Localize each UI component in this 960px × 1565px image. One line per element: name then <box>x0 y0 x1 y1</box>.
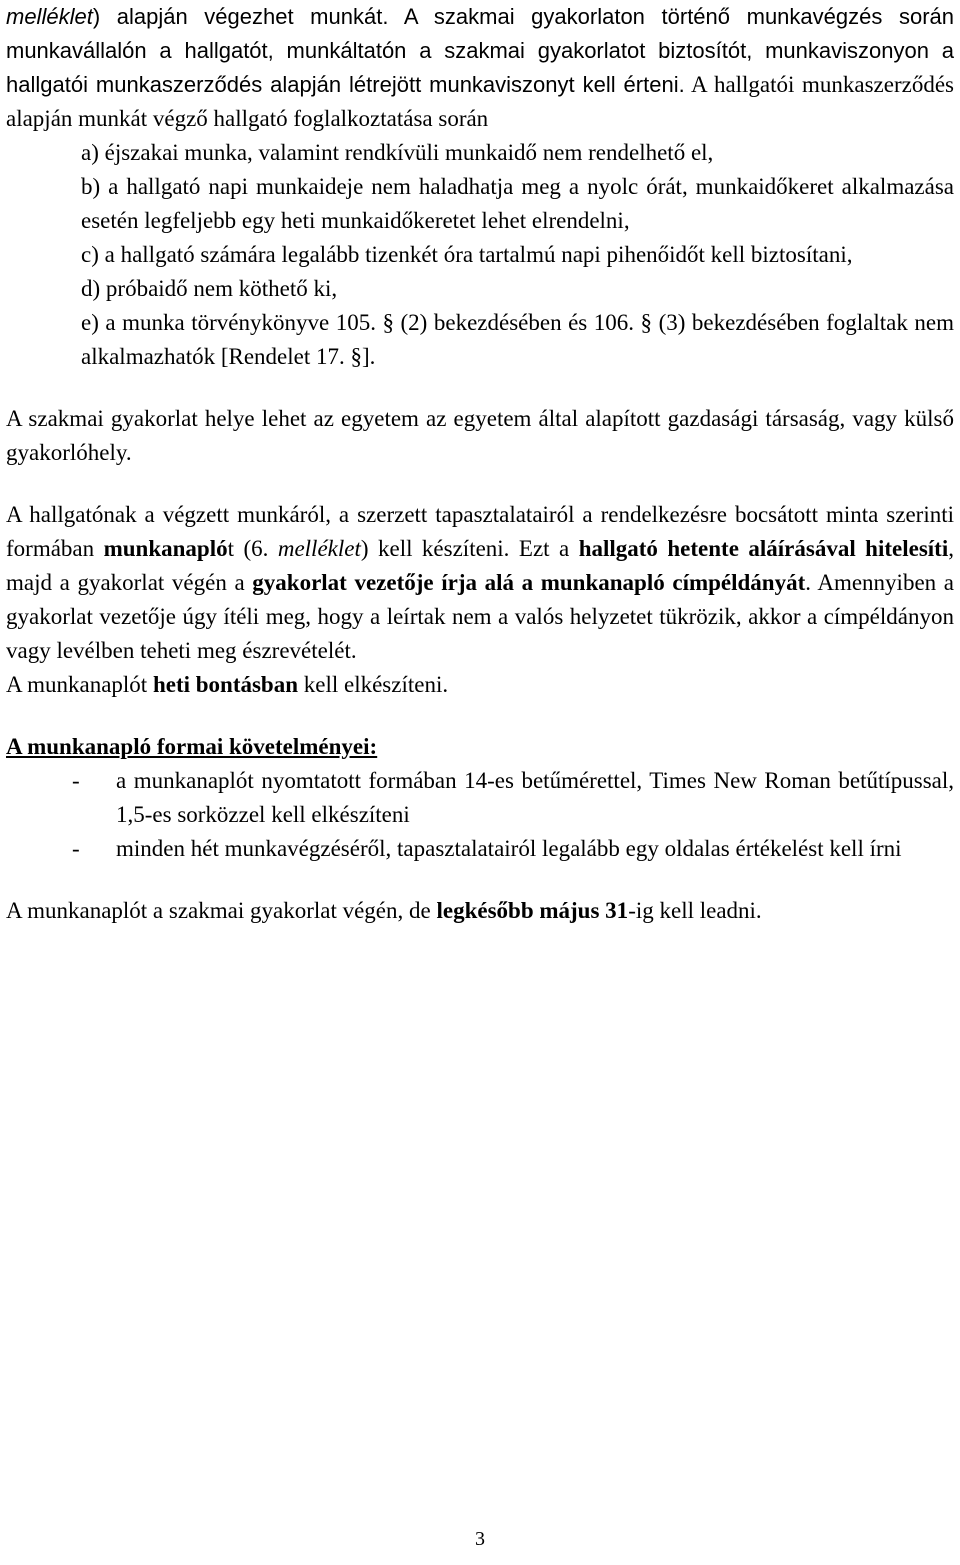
dash-bullet: - <box>72 836 80 861</box>
page-number: 3 <box>475 1528 485 1550</box>
spacer <box>6 470 954 498</box>
list-item <box>72 832 954 866</box>
list-item: b) a hallgató napi munkaideje nem haladhatja meg a nyolc órát, munkaidőkeret alkalmazása esetén legfeljebb egy heti munkaidőkeretet lehet elrendelni, <box>81 174 954 233</box>
worklog-bold: munkanapló <box>103 536 228 561</box>
weekly-bold: heti bontásban <box>152 672 299 697</box>
weekly-text: A munkanaplót <box>6 672 153 697</box>
weekly-paragraph <box>6 668 954 702</box>
intro-paragraph <box>6 0 954 136</box>
intro-sentence-1: ) alapján végezhet munkát. A szakmai gyakorlaton történő munkavégzés során munkavállalón a hallgatót, munkáltatón a szakmai gyakorlatot biztosítót, munkaviszonyon a hallgatói munkaszerződés alapján létrejött munkaviszonyt kell érteni. <box>6 4 954 97</box>
list-item-text: a munkanaplót nyomtatott formában 14-es betűmérettel, Times New Roman betűtípussal, 1,5-es sorközzel kell elkészíteni <box>116 768 954 827</box>
annex-ref-italic: melléklet <box>6 4 93 29</box>
list-item-text: minden hét munkavégzéséről, tapasztalatairól legalább egy oldalas értékelést kell írni <box>116 836 902 861</box>
worklog-text: A hallgatónak a végzett munkáról, a szerzett tapasztalatairól a rendelkezésre bocsátott minta szerinti formában <box>6 502 954 561</box>
annex-ref-italic: melléklet <box>277 536 361 561</box>
document-page <box>6 0 954 928</box>
deadline-bold: legkésőbb május 31 <box>436 898 629 923</box>
spacer <box>6 866 954 894</box>
section-heading: A munkanapló formai követelményei: <box>6 734 378 759</box>
worklog-paragraph <box>6 498 954 668</box>
list-item: e) a munka törvénykönyve 105. § (2) bekezdésében és 106. § (3) bekezdésében foglaltak nem alkalmazhatók [Rendelet 17. §]. <box>81 310 954 369</box>
intro-sentence-2: A hallgatói munkaszerződés alapján munkát végző hallgató foglalkoztatása során <box>6 72 955 131</box>
worklog-text: . Amennyiben a gyakorlat vezetője úgy ítéli meg, hogy a leírtak nem a valós helyzetet tükrözik, akkor a címpéldányon vagy levélben teheti meg észrevételét. <box>6 570 954 663</box>
deadline-text: -ig kell leadni. <box>628 898 762 923</box>
worklog-text: ) kell készíteni. Ezt a <box>360 536 579 561</box>
deadline-text: A munkanaplót a szakmai gyakorlat végén, de <box>6 898 437 923</box>
list-item: a) éjszakai munka, valamint rendkívüli munkaidő nem rendelhető el, <box>81 140 714 165</box>
dash-bullet: - <box>72 768 80 793</box>
list-item: d) próbaidő nem köthető ki, <box>81 276 338 301</box>
worklog-bold: hallgató hetente aláírásával hitelesíti <box>578 536 949 561</box>
worklog-bold: gyakorlat vezetője írja alá a munkanapló címpéldányát <box>252 570 806 595</box>
spacer <box>6 702 954 730</box>
spacer <box>6 374 954 402</box>
worklog-text: , majd a gyakorlat végén a <box>6 536 954 595</box>
weekly-text: kell elkészíteni. <box>298 672 449 697</box>
workplace-paragraph: A szakmai gyakorlat helye lehet az egyetem az egyetem által alapított gazdasági társaság, vagy külső gyakorlóhely. <box>6 406 954 465</box>
deadline-paragraph <box>6 894 954 928</box>
list-item: c) a hallgató számára legalább tizenkét óra tartalmú napi pihenőidőt kell biztosítani, <box>81 242 853 267</box>
worklog-text: t (6. <box>227 536 278 561</box>
restrictions-list <box>81 136 954 374</box>
requirements-list <box>72 764 954 866</box>
list-item <box>72 764 954 832</box>
